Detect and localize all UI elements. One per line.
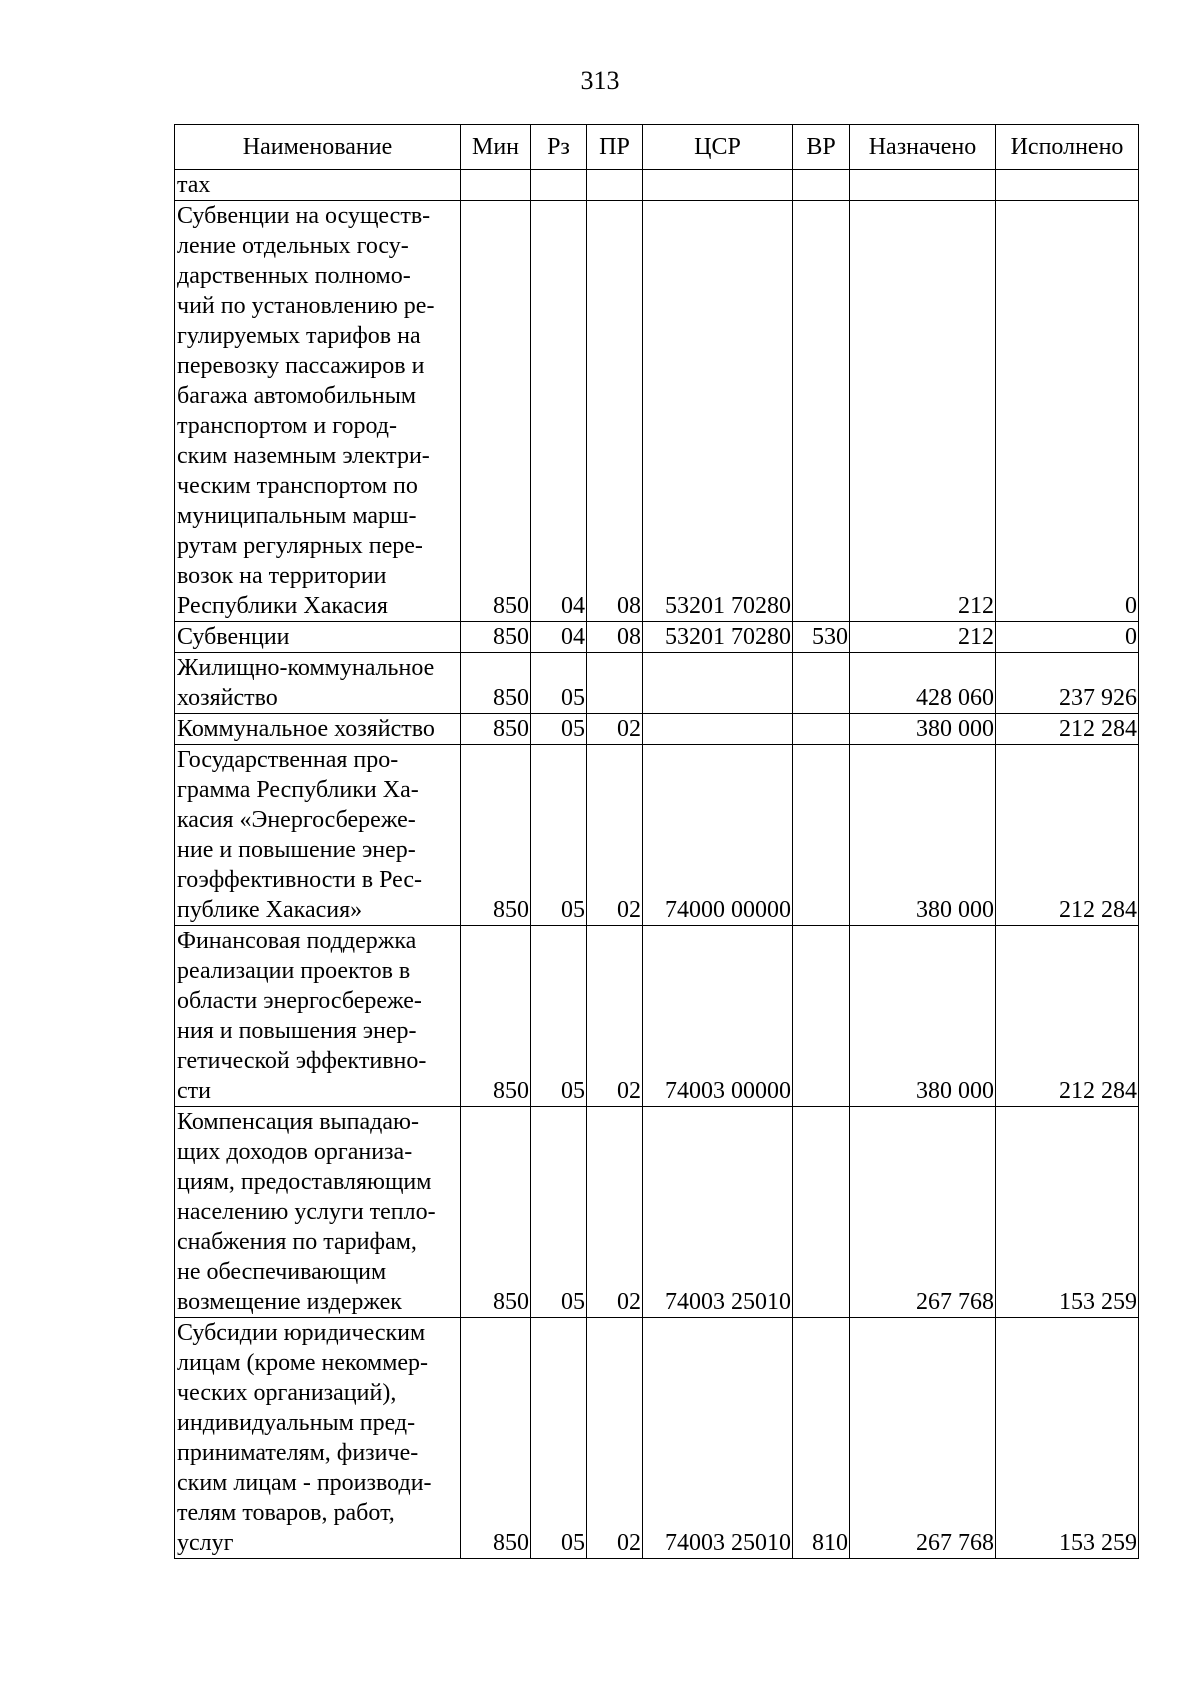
- row-ispolneno: 212 284: [996, 745, 1139, 926]
- row-pr: 02: [587, 1318, 643, 1559]
- table-row: [175, 622, 1139, 653]
- row-naznacheno: 212: [850, 201, 996, 622]
- row-ispolneno: 212 284: [996, 714, 1139, 745]
- table-row: [175, 1107, 1139, 1318]
- row-vr: [793, 653, 850, 714]
- row-pr: 02: [587, 1107, 643, 1318]
- row-ispolneno: 153 259: [996, 1318, 1139, 1559]
- row-csr: 74003 25010: [643, 1107, 793, 1318]
- row-naznacheno: 267 768: [850, 1107, 996, 1318]
- row-vr: 810: [793, 1318, 850, 1559]
- row-name: Компенсация выпадаю- щих доходов организа- циям, предоставляющим населению услуги тепло- снабжения по тарифам, не обеспечивающим возмещение издержек: [175, 1107, 461, 1318]
- row-vr: [793, 926, 850, 1107]
- table-row: [175, 653, 1139, 714]
- row-min: 850: [461, 926, 531, 1107]
- row-min: 850: [461, 1107, 531, 1318]
- row-pr: 08: [587, 201, 643, 622]
- row-ispolneno: 212 284: [996, 926, 1139, 1107]
- row-vr: [793, 745, 850, 926]
- header-name: Наименование: [175, 125, 461, 170]
- row-name: Коммунальное хозяйство: [175, 714, 461, 745]
- table-row: [175, 926, 1139, 1107]
- row-csr: 74000 00000: [643, 745, 793, 926]
- row-csr: 53201 70280: [643, 622, 793, 653]
- row-rz: 05: [531, 1107, 587, 1318]
- row-vr: 530: [793, 622, 850, 653]
- row-min: 850: [461, 201, 531, 622]
- row-rz: 05: [531, 745, 587, 926]
- table-row: [175, 714, 1139, 745]
- row-name: Субвенции: [175, 622, 461, 653]
- header-rz: Рз: [531, 125, 587, 170]
- row-min: [461, 170, 531, 201]
- header-naznacheno: Назначено: [850, 125, 996, 170]
- row-naznacheno: 380 000: [850, 714, 996, 745]
- row-ispolneno: 0: [996, 201, 1139, 622]
- row-rz: 05: [531, 1318, 587, 1559]
- row-name: Жилищно-коммунальное хозяйство: [175, 653, 461, 714]
- row-csr: 74003 25010: [643, 1318, 793, 1559]
- header-vr: ВР: [793, 125, 850, 170]
- row-ispolneno: [996, 170, 1139, 201]
- row-vr: [793, 714, 850, 745]
- row-csr: [643, 714, 793, 745]
- row-vr: [793, 201, 850, 622]
- row-csr: 74003 00000: [643, 926, 793, 1107]
- row-naznacheno: 212: [850, 622, 996, 653]
- row-name: Государственная про- грамма Республики Ха- касия «Энергосбереже- ние и повышение энер- гоэффективности в Рес- публике Хакасия»: [175, 745, 461, 926]
- row-naznacheno: 380 000: [850, 926, 996, 1107]
- row-rz: 04: [531, 201, 587, 622]
- table-row: [175, 170, 1139, 201]
- row-ispolneno: 0: [996, 622, 1139, 653]
- header-pr: ПР: [587, 125, 643, 170]
- row-naznacheno: 380 000: [850, 745, 996, 926]
- row-name: тах: [175, 170, 461, 201]
- table-row: [175, 201, 1139, 622]
- row-pr: [587, 653, 643, 714]
- row-pr: 08: [587, 622, 643, 653]
- table-row: [175, 1318, 1139, 1559]
- row-min: 850: [461, 653, 531, 714]
- row-csr: 53201 70280: [643, 201, 793, 622]
- row-csr: [643, 170, 793, 201]
- row-name: Субвенции на осуществ- ление отдельных госу- дарственных полномо- чий по установлению ре- гулируемых тарифов на перевозку пассажиров и багажа автомобильным транспортом и город- ским наземным электри- ческим транспортом по муниципальным марш- рутам регулярных пере- возок на территории Республики Хакасия: [175, 201, 461, 622]
- row-naznacheno: 267 768: [850, 1318, 996, 1559]
- table-header-row: [175, 125, 1139, 170]
- row-vr: [793, 170, 850, 201]
- header-min: Мин: [461, 125, 531, 170]
- table-row: [175, 745, 1139, 926]
- header-csr: ЦСР: [643, 125, 793, 170]
- budget-table: [174, 124, 1139, 1559]
- row-name: Субсидии юридическим лицам (кроме некоммер- ческих организаций), индивидуальным пред- принимателям, физиче- ским лицам - производи- телям товаров, работ, услуг: [175, 1318, 461, 1559]
- row-pr: 02: [587, 926, 643, 1107]
- row-min: 850: [461, 745, 531, 926]
- row-min: 850: [461, 1318, 531, 1559]
- row-rz: 04: [531, 622, 587, 653]
- row-pr: 02: [587, 745, 643, 926]
- row-csr: [643, 653, 793, 714]
- row-rz: [531, 170, 587, 201]
- row-naznacheno: [850, 170, 996, 201]
- row-naznacheno: 428 060: [850, 653, 996, 714]
- row-rz: 05: [531, 653, 587, 714]
- row-vr: [793, 1107, 850, 1318]
- row-ispolneno: 237 926: [996, 653, 1139, 714]
- row-pr: [587, 170, 643, 201]
- row-ispolneno: 153 259: [996, 1107, 1139, 1318]
- row-min: 850: [461, 714, 531, 745]
- row-pr: 02: [587, 714, 643, 745]
- header-ispolneno: Исполнено: [996, 125, 1139, 170]
- row-name: Финансовая поддержка реализации проектов в области энергосбереже- ния и повышения энер- гетической эффективно- сти: [175, 926, 461, 1107]
- row-rz: 05: [531, 714, 587, 745]
- row-min: 850: [461, 622, 531, 653]
- row-rz: 05: [531, 926, 587, 1107]
- page-number: 313: [580, 66, 620, 95]
